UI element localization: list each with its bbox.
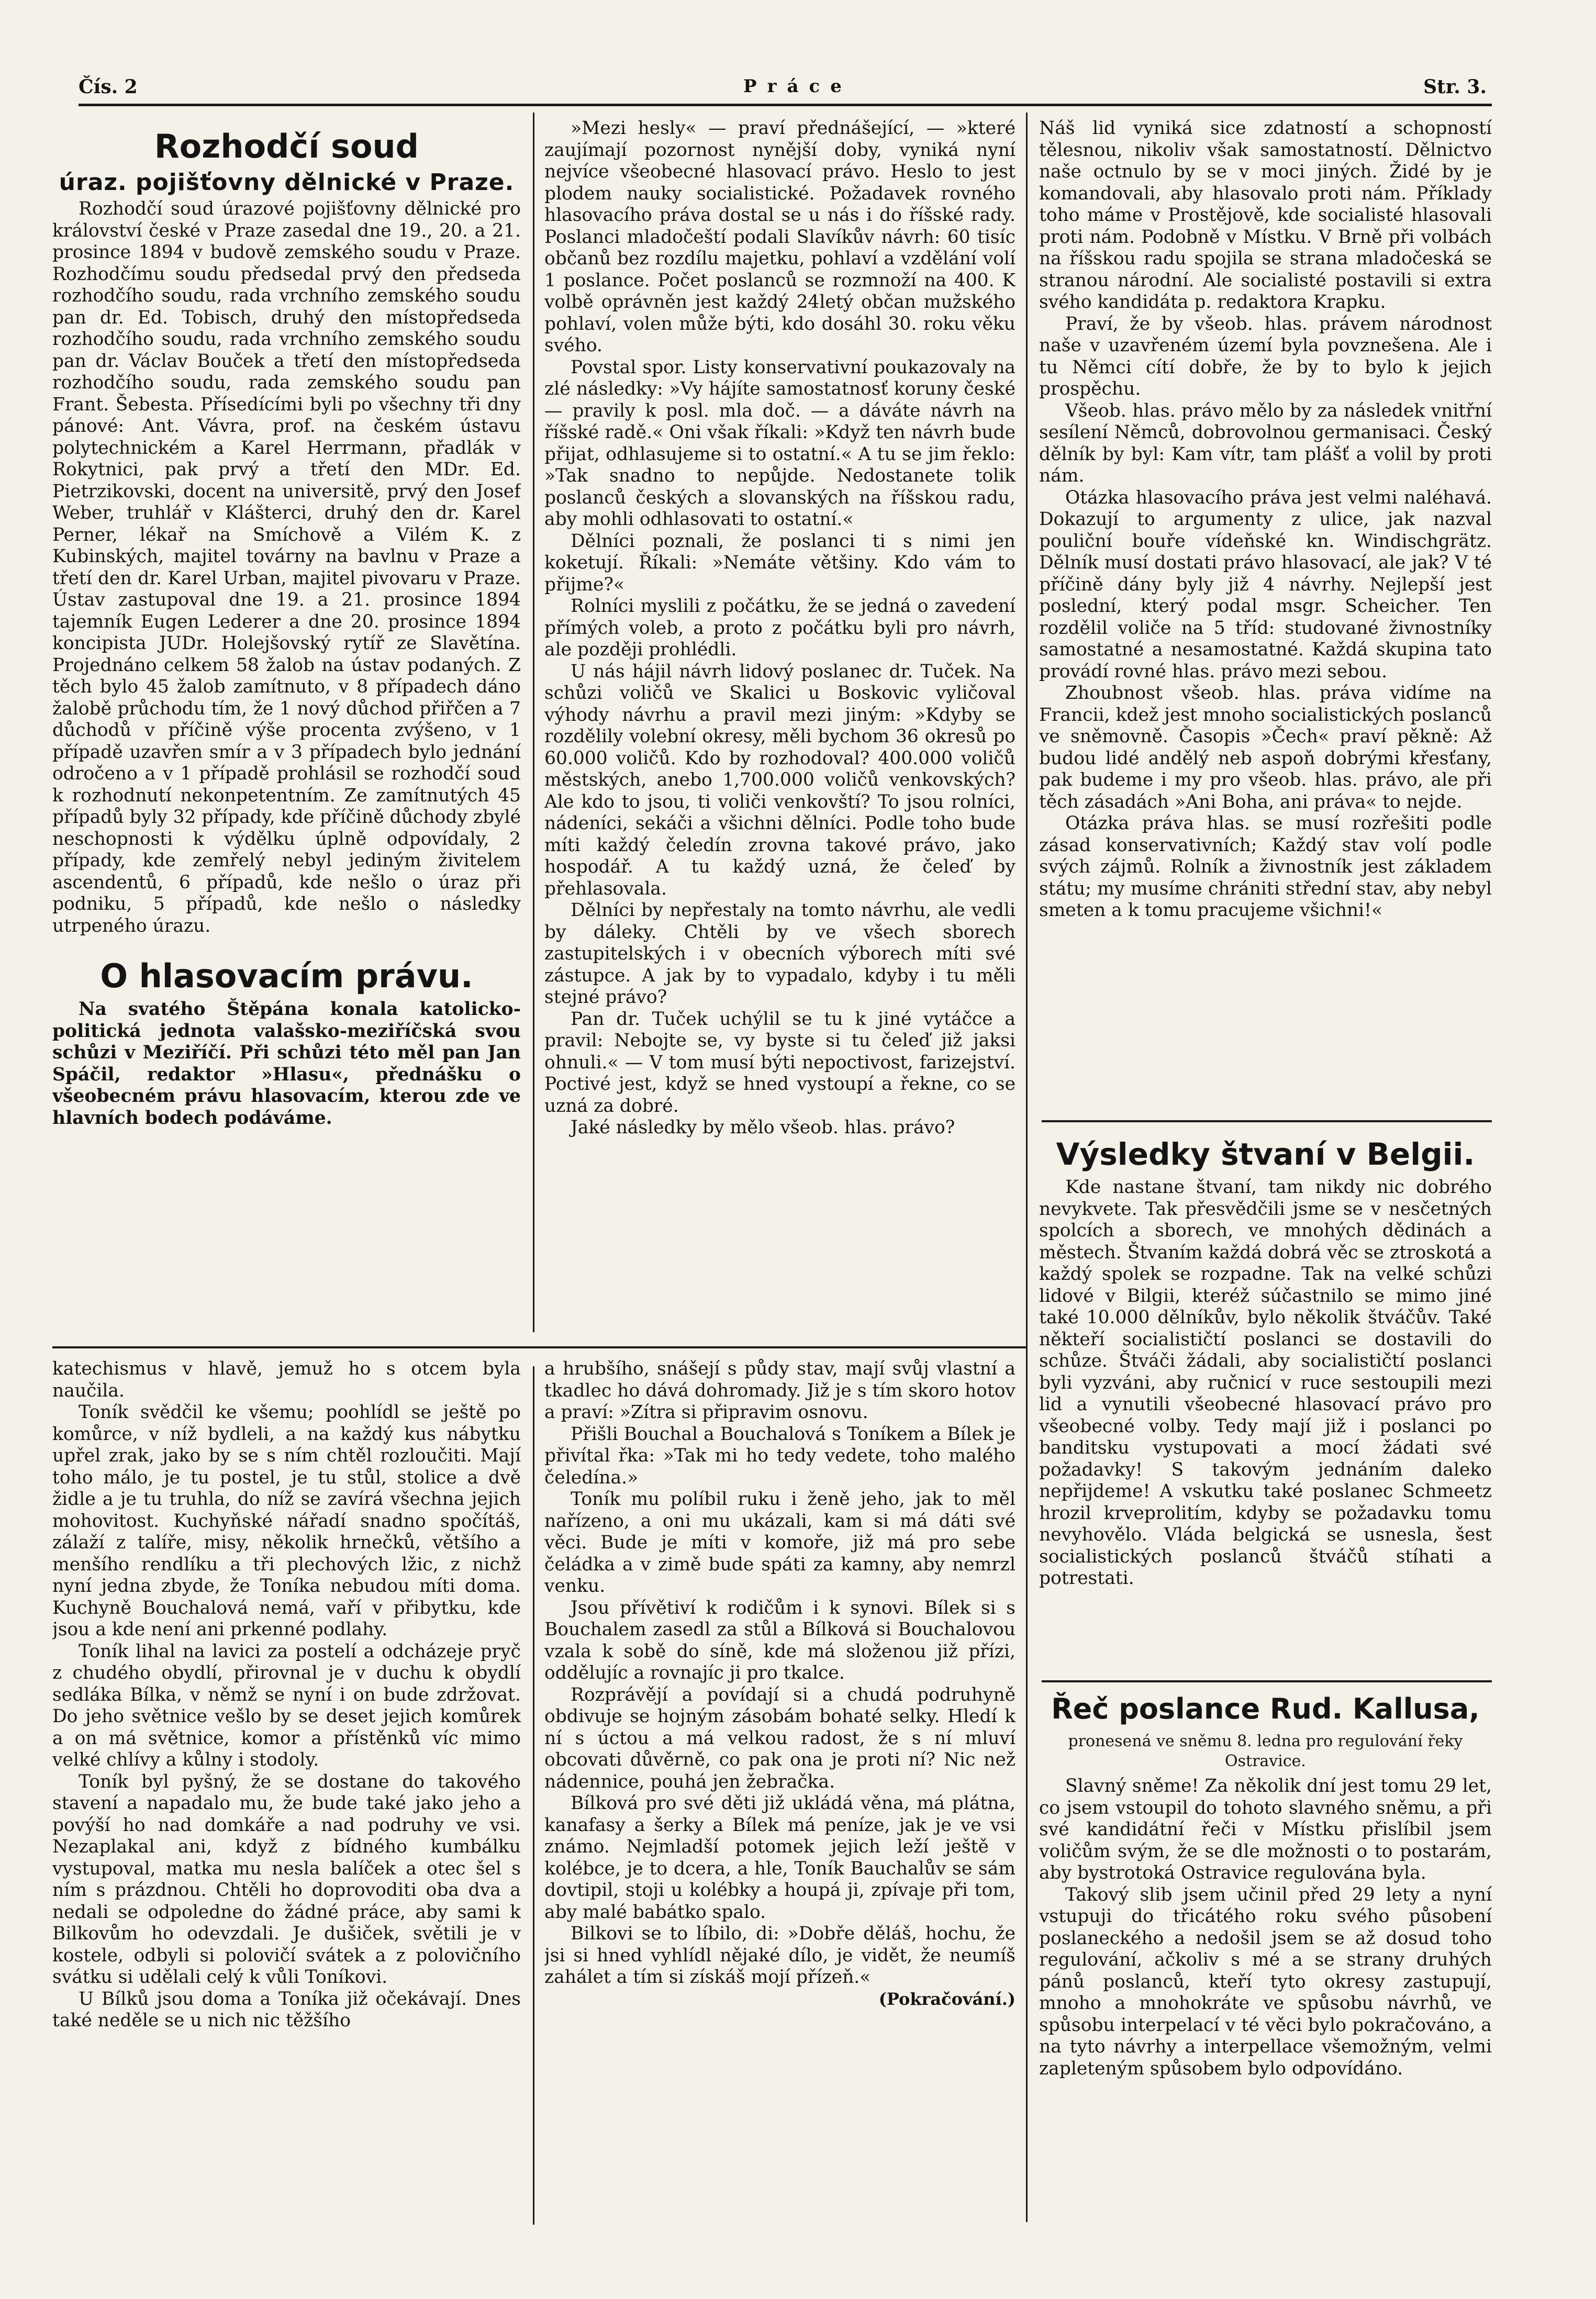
- header-rule: [79, 104, 1492, 106]
- paragraph: Praví, že by všeob. hlas. právem národnost naše v uzavřeném území byla povznešena. Ale i tu Němci cítí dobře, že by to bylo k jejich prospěchu.: [1039, 313, 1492, 399]
- issue-number: Čís. 2: [79, 76, 138, 98]
- section-separator: [1042, 1120, 1492, 1122]
- paragraph: Na svatého Štěpána konala katolicko-politická jednota valašsko-meziříčská svou schůzi v Meziříčí. Při schůzi této měl pan Jan Spáčil, redaktor »Hlasu«, přednášku o všeobecném právu hlasovacím, kterou zde ve hlavních bodech podáváme.: [52, 999, 521, 1129]
- paragraph: Toník mu políbil ruku i ženě jeho, jak to měl nařízeno, a oni mu ukázali, kam si má dáti své věci. Bude je míti v komoře, již má pro sebe čeládka a v zimě bude spáti za kamny, aby nemrzl venku.: [544, 1489, 1015, 1597]
- column-divider: [1026, 113, 1028, 2222]
- paragraph: Bilkovi se to líbilo, di: »Dobře děláš, hochu, že jsi si hned vyhlídl nějaké dílo, je vidět, že neumíš zahálet a tím si získáš mojí přízeň.«: [544, 1923, 1015, 1988]
- paragraph: U Bílků jsou doma a Toníka již očekávají. Dnes také neděle se u nich nic těžšího: [52, 1988, 521, 2031]
- subheadline: pronesená ve sněmu 8. ledna pro regulování řeky Ostravice.: [1068, 1732, 1463, 1770]
- paragraph: Pan dr. Tuček uchýlil se tu k jiné vytáčce a pravil: Nebojte se, vy byste si tu čeleď již jaksi ohnuli.« — V tom musí býti nepoctivost, farizejství. Poctivé jest, když se hned vystoupí a řekne, co se uzná za dobré.: [544, 1008, 1015, 1117]
- paragraph: Kde nastane štvaní, tam nikdy nic dobrého nevykvete. Tak přesvědčili jsme se v nesčetných spolcích a sborech, ve mnohých dědinách a městech. Štvaním každá dobrá věc se ztroskotá a každý spolek se rozpadne. Tak na velké schůzi lidové v Bilgii, kteréž súčastnilo se mimo jiné také 10.000 dělníkův, bylo několik štváčův. Také někteří socialističtí poslanci se dostavili do schůze. Štváči žádali, aby socialističtí poslanci byli vyzváni, aby ručnicí v ruce sestoupili mezi lid a vynutili všeobecné hlasovací právo pro všeobecné volby. Tedy mají již i poslanci po banditsku vystupovati a mocí žádati své požadavky! S takovým jednáním daleko nepřijdeme! A vskutku také poslanec Schmeetz hrozil krveprolitím, kdyby se požadavku tomu nevyhovělo. Vláda belgická se usnesla, šest socialistických poslanců štváčů stíhati a potrestati.: [1039, 1177, 1492, 1589]
- paragraph: Povstal spor. Listy konservativní poukazovaly na zlé následky: »Vy hájíte samostatnosť koruny české — pravily k posl. mla doč. — a dáváte návrh na říšské radě.« Oni však říkali: »Když ten návrh bude přijat, odhlasujeme si to ostatní.« A tu se jim řeklo: »Tak snadno to nepůjde. Nedostanete tolik poslanců českých a slovanských na říšskou radu, aby mohli odhlasovati to ostatní.«: [544, 356, 1015, 530]
- section-separator: [52, 1346, 1026, 1348]
- page-number: Str. 3.: [1423, 76, 1487, 98]
- paragraph: Toník svědčil ke všemu; poohlídl se ještě po komůrce, v níž bydleli, a na každý kus nábytku upřel zrak, jako by se s ním chtěl rozloučiti. Mají toho málo, je tu postel, je tu stůl, stolice a dvě židle a je tu truhla, do níž se zavírá všechna jejich mohovitost. Kuchyňské nářadí snadno spočítáš, zálaží z talíře, misy, několik hrnečků, většího a menšího rendlíku a tři plechových lžic, z nichž nyní jedna zbyde, že Toníka nebudou míti doma. Kuchyně Bouchalová nemá, vaří v přibytku, kde jsou a kde není ani prkenné podlahy.: [52, 1402, 521, 1640]
- paragraph: »Mezi hesly« — praví přednášející, — »které zaujímají pozornost nynější doby, vyniká nyní nejvíce všeobecné hlasovací právo. Heslo to jest plodem nauky socialistické. Požadavek rovného hlasovacího práva dostal se u nás i do říšské rady. Poslanci mladočeští podali Slavíkův návrh: 60 tisíc občanů bez rozdílu majetku, pohlaví a vzdělání volí 1 poslance. Počet poslanců se rozmnoží na 400. K volbě oprávněn jest každý 24letý občan mužského pohlaví, volen může býti, kdo dosáhl 30. roku věku svého.: [544, 118, 1015, 356]
- feuilleton-part2: [544, 1358, 1015, 2222]
- paragraph: Rozhodčí soud úrazové pojišťovny dělnické pro království české v Praze zasedal dne 19., 20. a 21. prosince 1894 v budově zemského soudu v Praze. Rozhodčímu soudu předsedal prvý den předseda rozhodčího soudu, rada vrchního zemského soudu pan dr. Ed. Tobisch, druhý den místopředseda rozhodčího soudu, rada vrchního zemského soudu pan dr. Václav Bouček a třetí den místopředseda rozhodčího soudu, rada zemského soudu pan Frant. Šebesta. Přísedícími byli po všechny tři dny pánové: Ant. Vávra, prof. na českém ústavu polytechnickém a Karel Herrmann, přadlák v Rokytnici, pak prvý a třetí den MDr. Ed. Pietrzikovski, docent na universitě, prvý den Josef Weber, truhlář v Klášterci, druhý den dr. Karel Perner, lékař na Smíchově a Vilém K. z Kubinských, majitel továrny na bavlnu v Praze a třetí den dr. Karel Urban, majitel pivovaru v Praze. Ústav zastupoval dne 19. a 21. prosince 1894 tajemník Eugen Lederer a dne 20. prosince 1894 koncipista JUDr. Holejšovský rytíř ze Slavětína. Projednáno celkem 58 žalob na ústav podaných. Z těch bylo 45 žalob zamítnuto, v 8 případech dáno žalobě průchodu tím, že 1 nový důchod přiřčen a 7 důchodů v příčině výše procenta zvýšeno, v 1 případě uzavřen smír a v 3 případech bylo jednání odročeno a v 1 případě prohlásil se rozhodčí soud k rozhodnutí nekonpetentním. Ze zamítnutých 45 případů byly 32 případy, kde příčině důchody zbylé neschopnosti k výdělku úplně odpovídaly, 2 případy, kde zemřelý nebyl jediným živitelem ascendentů, 6 případů, kde nešlo o úraz při podniku, 5 případů, kde nešlo o následky utrpeného úrazu.: [52, 198, 521, 936]
- paragraph: Toník byl pyšný, že se dostane do takového stavení a napadalo mu, že bude také jako jeho a povýší ho nad domkáře a nad podruhy ve vsi. Nezaplakal ani, když z bídného kumbálku vystupoval, matka mu nesla balíček a otec šel s ním s prázdnou. Chtěli ho doprovoditi oba dva a nedali se odpoledne do žádné práce, aby sami k Bilkovům ho odevzdali. Je dušiček, světili je v kostele, odbyli si polovičí svátek a z polovičního svátku si udělali celý k vůli Toníkovi.: [52, 1771, 521, 1988]
- paragraph: Rolníci myslili z počátku, že se jedná o zavedení přímých voleb, a proto z počátku byli pro návrh, ale později prohlédli.: [544, 596, 1015, 660]
- article-belgie: [1039, 1125, 1492, 1678]
- paragraph: Náš lid vyniká sice zdatností a schopností tělesnou, nikoliv však samostatností. Dělnictvo naše octnulo by se v moci jiných. Židé by je komandovali, aby hlasovalo proti nám. Příklady toho máme v Prostějově, kde socialisté hlasovali proti nám. Podobně v Místku. V Brně při volbách na říšskou radu spojila se strana mladočeská se stranou národní. Ale socialisté postavili si extra svého kandidáta p. redaktora Krapku.: [1039, 118, 1492, 313]
- paragraph: Dělníci poznali, že poslanci ti s nimi jen koketují. Říkali: »Nemáte většiny. Kdo vám to přijme?«: [544, 530, 1015, 595]
- paragraph: Všeob. hlas. právo mělo by za následek vnitřní sesílení Němců, dobrovolnou germanisaci. Český dělník by byl: Kam vítr, tam plášť a volil by proti nám.: [1039, 400, 1492, 486]
- newspaper-name: Práce: [743, 76, 852, 97]
- paragraph: Otázka hlasovacího práva jest velmi naléhavá. Dokazují to argumenty z ulice, jak nazval pouliční bouře vídeňské kn. Windischgrätz. Dělník musí dostati právo hlasovací, ale jak? V té příčině dány byly již 4 návrhy. Nejlepší jest poslední, který podal msgr. Scheicher. Ten rozdělil voliče na 5 tříd: studované živnostníky samostatné a nesamostatné. Každá skupina tato provádí rovné hlas. právo mezi sebou.: [1039, 487, 1492, 682]
- headline: Výsledky štvaní v Belgii.: [1056, 1136, 1475, 1172]
- article-hlasovaci-pravo-part2: [544, 118, 1015, 1343]
- paragraph: U nás hájil návrh lidový poslanec dr. Tuček. Na schůzi voličů ve Skalici u Boskovic vyličoval výhody návrhu a pravil mezi jiným: »Kdyby se rozdělily volební okresy, měli bychom 36 okresů po 60.000 voličů. Kdo by rozhodoval? 400.000 voličů městských, anebo 1,700.000 voličů venkovských? Ale kdo to jsou, ti voliči venkovští? To jsou rolníci, nádeníci, sekáči a všichni dělníci. Podle toho bude míti každý čeledín zrovna takové právo, jako hospodář. A tu každý uzná, že čeleď by přehlasovala.: [544, 661, 1015, 899]
- paragraph: a hrubšího, snášejí s půdy stav, mají svůj vlastní a tkadlec ho dává dohromady. Již je s tím skoro hotov a praví: »Zítra si připravim osnovu.: [544, 1358, 1015, 1423]
- paragraph: katechismus v hlavě, jemuž ho s otcem byla naučila.: [52, 1358, 521, 1401]
- headline: O hlasovacím právu.: [100, 957, 473, 995]
- paragraph: Bílková pro své děti již ukládá věna, má plátna, kanafasy a šerky a Bílek má peníze, jak je ve vsi známo. Nejmladší potomek jejich leží ještě v kolébce, je to dcera, a hle, Toník Bauchalův se sám dovtipil, stoji u kolébky a houpá ji, zpívaje při tom, aby malé babátko spalo.: [544, 1793, 1015, 1923]
- continuation-note: (Pokračování.): [878, 1989, 1015, 2009]
- paragraph: Jaké následky by mělo všeob. hlas. právo?: [571, 1117, 955, 1138]
- column-divider: [533, 113, 534, 1332]
- paragraph: Přišli Bouchal a Bouchalová s Toníkem a Bílek je přivítal řka: »Tak mi ho tedy vedete, toho malého čeledína.»: [544, 1423, 1015, 1488]
- paragraph: Otázka práva hlas. se musí rozřešiti podle zásad konservativních; Každý stav volí podle svých zájmů. Rolník a živnostník jest základem státu; my musíme chrániti střední stav, aby nebyl smeten a k tomu pracujeme všichni!«: [1039, 813, 1492, 921]
- paragraph: Zhoubnost všeob. hlas. práva vidíme na Francii, kdež jest mnoho socialistických poslanců ve sněmovně. Časopis »Čech« praví pěkně: Až budou lidé andělý neb aspoň dobrými křesťany, pak budeme i my pro všeob. hlas. právo, ale při těch zásadách »Ani Boha, ani práva« to nejde.: [1039, 683, 1492, 812]
- section-separator: [1042, 1680, 1492, 1682]
- paragraph: Toník lihal na lavici za postelí a odcházeje pryč z chudého obydlí, přirovnal je v duchu k obydlí sedláka Bílka, v němž se nyní i on bude zdržovat. Do jeho světnice vešlo by se deset jejich komůrek a on má světnice, komor a přístěnků víc mimo velké chlívy a kůlny i stodoly.: [52, 1640, 521, 1770]
- headline: Řeč poslance Rud. Kallusa,: [1051, 1692, 1480, 1725]
- subheadline: úraz. pojišťovny dělnické v Praze.: [59, 169, 515, 196]
- headline: Rozhodčí soud: [154, 127, 419, 165]
- article-rozhodci-soud: [52, 118, 521, 1343]
- column-divider: [533, 1366, 534, 2225]
- paragraph: Dělníci by nepřestaly na tomto návrhu, ale vedli by dáleky. Chtěli by ve všech sborech zastupitelských i v obecních výborech míti své zástupce. A jak by to vypadalo, kdyby i tu měli stejné právo?: [544, 900, 1015, 1008]
- article-kallus-speech: [1039, 1686, 1492, 2225]
- page-header: [79, 76, 1487, 102]
- paragraph: Rozprávějí a povídají si a chudá podruhyně obdivuje se hojným zásobám bohaté selky. Hledí k ní s úctou a má velkou radost, že s ní mluví obcovati důvěrně, co pak ona je proti ní? Nic než nádennice, pouhá jen žebračka.: [544, 1684, 1015, 1792]
- paragraph: Takový slib jsem učinil před 29 lety a nyní vstupuji do třicátého roku svého působení poslaneckého a nedošil jsem se až dosud toho regulování, ačkoliv s mé a se strany druhých pánů poslanců, kteří tyto okresy zastupují, mnoho a mnohokráte ve spůsobu návrhů, ve spůsobu interpelací v té věci bylo pokračováno, a na tyto návrhy a interpellace všemožným, velmi zapleteným spůsobem bylo odpovídáno.: [1039, 1884, 1492, 2079]
- paragraph: Jsou přívětiví k rodičům i k synovi. Bílek si s Bouchalem zasedl za stůl a Bílková si Bouchalovou vzala k sobě do síně, kde má složenou již přízi, oddělujíc a rovnajíc ji pro tkalce.: [544, 1597, 1015, 1683]
- paragraph: Slavný sněme! Za několik dní jest tomu 29 let, co jsem vstoupil do tohoto slavného sněmu, a při své kandidátní řeči v Místku přislíbil jsem voličům svým, že se dle možnosti o to postarám, aby bystrotoká Ostravice regulována byla.: [1039, 1776, 1492, 1883]
- article-hlasovaci-pravo-part3: [1039, 118, 1492, 1115]
- feuilleton-part1: [52, 1358, 521, 2222]
